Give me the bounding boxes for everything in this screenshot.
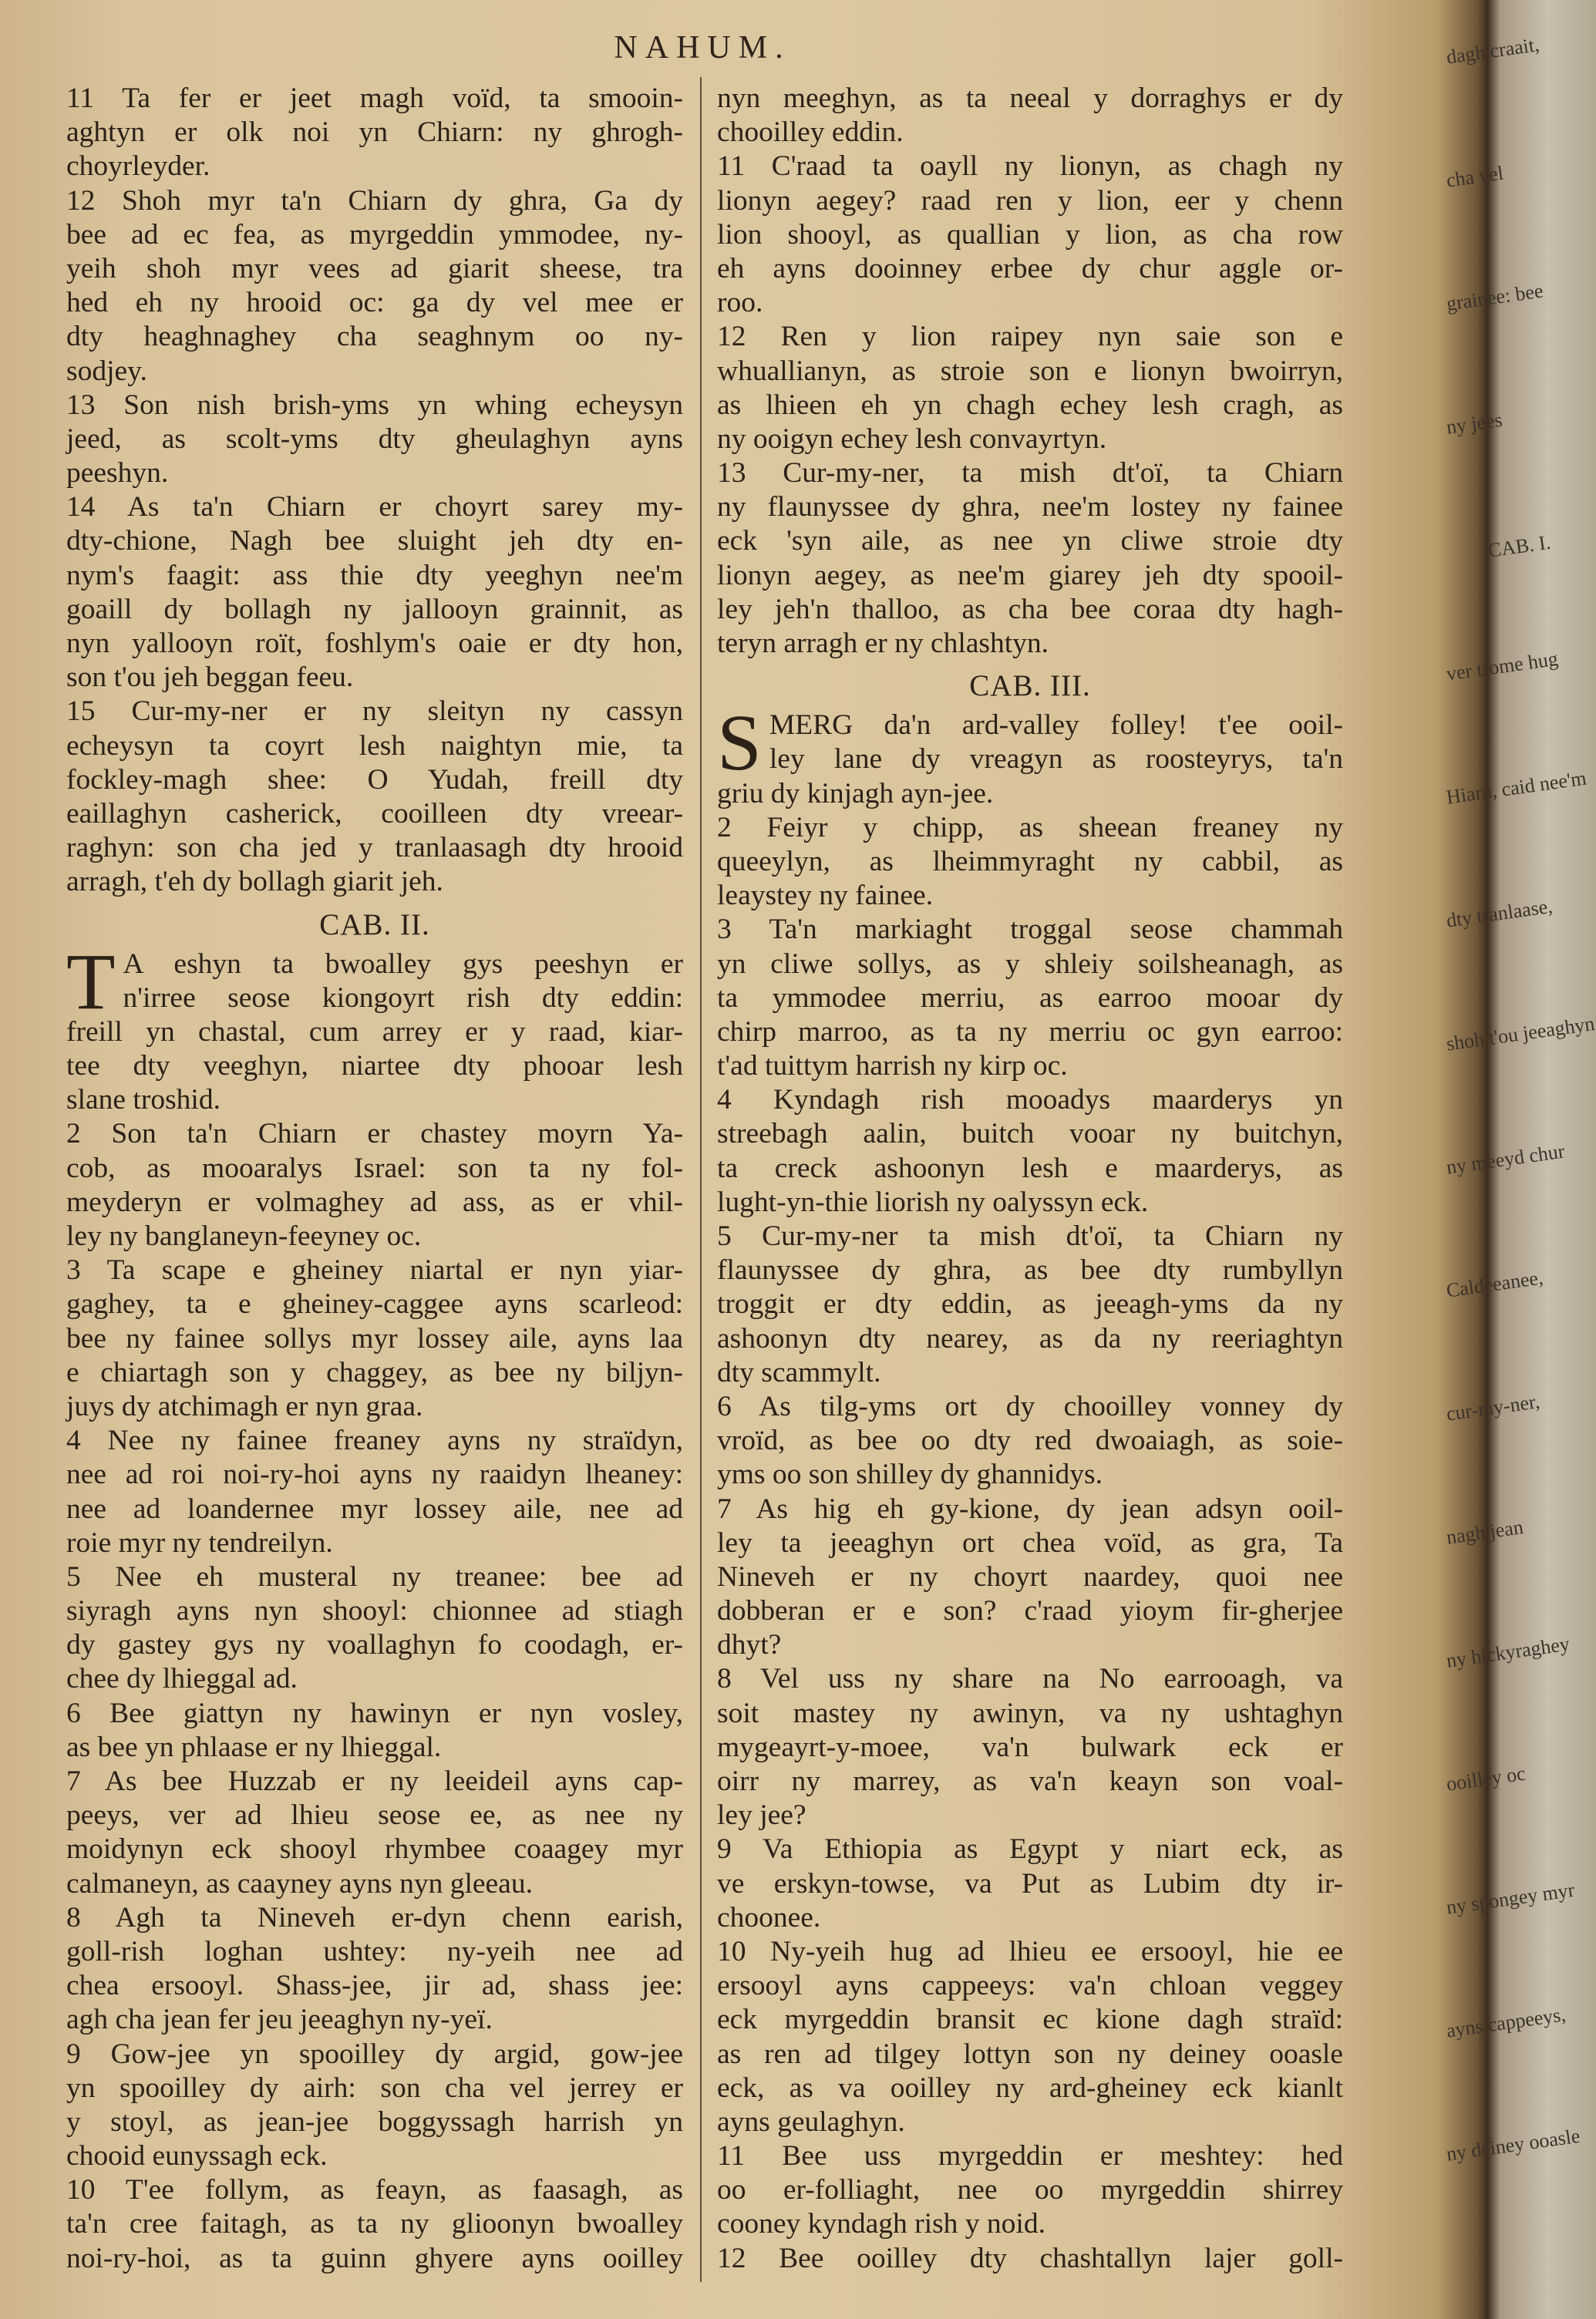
text-line: echeysyn ta coyrt lesh naightyn mie, ta: [66, 729, 683, 762]
verse: [66, 1765, 683, 1901]
facing-page-text-fragment: CAB. I.: [1487, 530, 1552, 562]
verse: [66, 1424, 683, 1560]
text-line: ta creck ashoonyn lesh e maarderys, as: [717, 1152, 1343, 1184]
facing-page-text-fragment: cur-my-ner,: [1445, 1390, 1541, 1425]
text-line: ashoonyn dty nearey, as da ny reeriaghtyn: [717, 1322, 1343, 1355]
text-line: cooney kyndagh rish y noid.: [717, 2208, 1045, 2240]
verse: [66, 1901, 683, 2038]
verse: [717, 82, 1343, 150]
verse: [717, 1390, 1343, 1493]
verse: [717, 1220, 1343, 1390]
text-line: eck, as va ooilley ny ard-gheiney eck kianlt: [717, 2072, 1343, 2104]
text-line: jeed, as scolt-yms dty gheulaghyn ayns: [66, 422, 683, 455]
text-line: eck myrgeddin bransit ec kione dagh straïd:: [717, 2004, 1343, 2036]
text-line: griu dy kinjagh ayn-jee.: [717, 777, 994, 809]
text-line: bee ad ec fea, as myrgeddin ymmodee, ny-: [66, 218, 683, 251]
text-line: soit mastey ny awinyn, va ny ushtaghyn: [717, 1697, 1343, 1729]
text-line: moidynyn eck shooyl rhymbee coaagey myr: [66, 1833, 683, 1866]
text-line: peeshyn.: [66, 457, 169, 490]
text-line: yn cliwe sollys, as y shleiy soilsheanagh, as: [717, 947, 1343, 980]
text-line: dy gastey gys ny voallaghyn fo coodagh, er-: [66, 1629, 683, 1661]
text-line: eck 'syn aile, as nee yn cliwe stroie dty: [717, 525, 1343, 557]
text-line: 14 As ta'n Chiarn er choyrt sarey my-: [66, 491, 683, 523]
text-line: raghyn: son cha jed y tranlaasagh dty hrooid: [66, 832, 683, 864]
verse: [66, 2173, 683, 2276]
text-line: goaill dy bollagh ny jallooyn grainnit, as: [66, 593, 683, 625]
verse: [717, 811, 1343, 914]
text-line: cob, as mooaralys Israel: son ta ny fol-: [66, 1152, 683, 1184]
text-line: gaghey, ta e gheiney-caggee ayns scarleod:: [66, 1288, 683, 1321]
text-line: ley ta jeeaghyn ort chea voïd, as gra, Ta: [717, 1526, 1343, 1559]
verse: [66, 937, 683, 1118]
text-line: noi-ry-hoi, as ta guinn ghyere ayns ooilley: [66, 2242, 683, 2274]
text-line: dty scammylt.: [717, 1356, 881, 1388]
verse: [66, 490, 683, 695]
text-line: peeys, ver ad lhieu seose ee, as nee ny: [66, 1799, 683, 1832]
text-line: nym's faagit: ass thie dty yeeghyn nee'm: [66, 559, 683, 591]
text-line: oirr ny marrey, as va'n keayn son voal-: [717, 1765, 1343, 1797]
text-line: eh ayns dooinney erbee dy chur aggle or-: [717, 252, 1343, 284]
text-line: chooilley eddin.: [717, 116, 904, 149]
chapter-heading: CAB. III.: [969, 669, 1091, 703]
text-line: ley jee?: [717, 1799, 806, 1832]
text-line: 7 As hig eh gy-kione, dy jean adsyn ooil-: [717, 1493, 1343, 1525]
facing-page-text-fragment: ayns cappeeys,: [1445, 2003, 1567, 2042]
facing-page-text-fragment: ooilley oc: [1445, 1762, 1527, 1796]
text-line: 3 Ta'n markiaght troggal seose chammah: [717, 914, 1343, 946]
facing-page-text-fragment: ny jees: [1445, 408, 1504, 439]
facing-page-edge: [1440, 0, 1596, 2319]
drop-cap: T: [66, 937, 116, 1026]
running-head: NAHUM.: [614, 30, 791, 66]
text-line: oo er-folliaght, nee oo myrgeddin shirrey: [717, 2174, 1343, 2206]
facing-page-text-fragment: ver trome hug: [1445, 647, 1560, 685]
text-line: 6 As tilg-yms ort dy chooilley vonney dy: [717, 1390, 1343, 1422]
text-line: yeih shoh myr vees ad giarit sheese, tra: [66, 252, 683, 284]
facing-page-text-fragment: shoh t'ou jeeaghyn: [1445, 1012, 1596, 1055]
facing-page-text-fragment: dty tranlaase,: [1445, 894, 1554, 932]
verse: [66, 184, 683, 389]
text-line: chee dy lhieggal ad.: [66, 1663, 298, 1695]
text-line: tee dty veeghyn, niartee dty phooar lesh: [66, 1050, 683, 1082]
text-line: lught-yn-thie liorish ny oalyssyn eck.: [717, 1186, 1149, 1218]
text-line: dty-chione, Nagh bee sluight jeh dty en-: [66, 525, 683, 557]
text-line: siyragh ayns nyn shooyl: chionnee ad stiagh: [66, 1595, 683, 1627]
chapter-heading: CAB. II.: [319, 907, 430, 941]
text-line: 5 Nee eh musteral ny treanee: bee ad: [66, 1560, 683, 1593]
text-line: chooid eunyssagh eck.: [66, 2140, 328, 2173]
text-line: calmaneyn, as caayney ayns nyn gleeau.: [66, 1867, 533, 1900]
verse: [717, 913, 1343, 1083]
text-line: lionyn aegey, as nee'm giarey jeh dty spooil-: [717, 559, 1343, 591]
facing-page-text-fragment: ny hickyraghey: [1445, 1632, 1571, 1672]
text-line: meyderyn er volmaghey ad ass, as er vhil-: [66, 1186, 683, 1218]
facing-page-text-fragment: grainee: bee: [1445, 279, 1545, 315]
text-line: roie myr ny tendreilyn.: [66, 1526, 333, 1559]
verse: [66, 82, 683, 184]
column-divider: [700, 77, 702, 2282]
facing-page-text-fragment: Caldeeanee,: [1445, 1266, 1545, 1302]
text-line: ley lane dy vreagyn as roosteyrys, ta'n: [769, 743, 1343, 776]
text-line: 12 Shoh myr ta'n Chiarn dy ghra, Ga dy: [66, 184, 683, 217]
verse: [717, 456, 1343, 661]
text-line: bee ny fainee sollys myr lossey aile, ayns laa: [66, 1322, 683, 1355]
text-line: lionyn aegey? raad ren y lion, eer y chenn: [717, 184, 1343, 217]
text-line: 5 Cur-my-ner ta mish dt'oï, ta Chiarn ny: [717, 1220, 1343, 1252]
text-line: dobberan er e son? c'raad yioym fir-gherjee: [717, 1595, 1343, 1627]
text-line: 10 Ny-yeih hug ad lhieu ee ersooyl, hie ee: [717, 1935, 1343, 1967]
text-line: A eshyn ta bwoalley gys peeshyn er: [123, 947, 683, 980]
verse: [66, 1697, 683, 1765]
verse: [66, 2038, 683, 2174]
text-line: sodjey.: [66, 355, 147, 387]
text-line: nyn meeghyn, as ta neeal y dorraghys er dy: [717, 82, 1343, 114]
text-line: fockley-magh shee: O Yudah, freill dty: [66, 763, 683, 796]
verse: [717, 1935, 1343, 2139]
text-line: 8 Vel uss ny share na No earrooagh, va: [717, 1663, 1343, 1695]
text-line: ley ny banglaneyn-feeyney oc.: [66, 1220, 422, 1252]
text-line: 6 Bee giattyn ny hawinyn er nyn vosley,: [66, 1697, 683, 1729]
text-line: whuallianyn, as stroie son e lionyn bwoirryn,: [717, 355, 1343, 387]
text-line: eaillaghyn casherick, cooilleen dty vreear-: [66, 797, 683, 830]
text-line: 13 Son nish brish-yms yn whing echeysyn: [66, 389, 683, 421]
text-line: dhyt?: [717, 1629, 782, 1661]
text-line: arragh, t'eh dy bollagh giarit jeh.: [66, 866, 443, 898]
text-line: 3 Ta scape e gheiney niartal er nyn yiar-: [66, 1254, 683, 1287]
facing-page-text-fragment: dagh craait,: [1445, 33, 1541, 69]
text-line: 4 Kyndagh rish mooadys maarderys yn: [717, 1084, 1343, 1116]
text-line: nee ad roi noi-ry-hoi ayns ny raaidyn lheaney:: [66, 1459, 683, 1491]
text-line: choyrleyder.: [66, 150, 210, 183]
text-line: flaunyssee dy ghra, as bee dty rumbyllyn: [717, 1254, 1343, 1287]
text-line: yms oo son shilley dy ghannidys.: [717, 1459, 1103, 1491]
facing-page-text-fragment: Hiarn, caid nee'm: [1445, 766, 1588, 809]
text-line: ny flaunyssee dy ghra, nee'm lostey ny fainee: [717, 491, 1343, 523]
verse: [717, 1493, 1343, 1663]
text-line: 2 Feiyr y chipp, as sheean freaney ny: [717, 811, 1343, 843]
left-column: [66, 82, 683, 2276]
verse: [717, 150, 1343, 320]
text-line: ve erskyn-towse, va Put as Lubim dty ir-: [717, 1867, 1343, 1900]
text-line: 9 Va Ethiopia as Egypt y niart eck, as: [717, 1833, 1343, 1866]
text-line: 7 As bee Huzzab er ny leeideil ayns cap-: [66, 1765, 683, 1797]
text-line: as ren ad tilgey lottyn son ny deiney ooasle: [717, 2038, 1343, 2070]
text-line: streebagh aalin, buitch vooar ny buitchyn,: [717, 1118, 1343, 1150]
text-line: 8 Agh ta Nineveh er-dyn chenn earish,: [66, 1901, 683, 1934]
right-column: [717, 82, 1343, 2276]
text-line: nee ad loandernee myr lossey aile, nee ad: [66, 1493, 683, 1525]
verse: [717, 1662, 1343, 1833]
text-line: nyn yallooyn roït, foshlym's oaie er dty hon,: [66, 628, 683, 659]
text-line: mygeayrt-y-moee, va'n bulwark eck er: [717, 1731, 1343, 1763]
verse: [66, 1560, 683, 1697]
verse: [717, 320, 1343, 456]
verse: [66, 695, 683, 899]
facing-page-text-fragment: ny spongey myr: [1445, 1878, 1576, 1919]
text-line: 15 Cur-my-ner er ny sleityn ny cassyn: [66, 695, 683, 728]
text-line: 11 Ta fer er jeet magh voïd, ta smooin-: [66, 82, 683, 114]
text-line: 13 Cur-my-ner, ta mish dt'oï, ta Chiarn: [717, 457, 1343, 490]
text-line: goll-rish loghan ushtey: ny-yeih nee ad: [66, 1935, 683, 1967]
text-line: 11 Bee uss myrgeddin er meshtey: hed: [717, 2140, 1343, 2173]
text-line: MERG da'n ard-valley folley! t'ee ooil-: [769, 709, 1343, 742]
text-line: choonee.: [717, 1901, 821, 1934]
text-line: e chiartagh son y chaggey, as bee ny biljyn-: [66, 1356, 683, 1388]
verse: [717, 2139, 1343, 2242]
text-line: t'ad tuittym harrish ny kirp oc.: [717, 1050, 1068, 1082]
facing-page-text-fragment: nagh jean: [1445, 1516, 1525, 1549]
text-line: ersooyl ayns cappeeys: va'n chloan veggey: [717, 1970, 1343, 2002]
drop-cap: S: [717, 698, 762, 788]
text-line: as bee yn phlaase er ny lhieggal.: [66, 1731, 442, 1763]
text-line: dty heaghnaghey cha seaghnym oo ny-: [66, 321, 683, 353]
text-line: 12 Bee ooilley dty chashtallyn lajer goll-: [717, 2242, 1343, 2274]
text-line: lion shooyl, as quallian y lion, as cha row: [717, 218, 1343, 251]
text-line: n'irree seose kiongoyrt rish dty eddin:: [123, 981, 683, 1014]
text-line: ta ymmodee merriu, as earroo mooar dy: [717, 981, 1343, 1014]
text-line: 2 Son ta'n Chiarn er chastey moyrn Ya-: [66, 1118, 683, 1150]
verse: [717, 1833, 1343, 1935]
facing-page-text-fragment: ny meeyd chur: [1445, 1139, 1567, 1179]
text-line: as lhieen eh yn chagh echey lesh cragh, as: [717, 389, 1343, 421]
text-line: 4 Nee ny fainee freaney ayns ny straïdyn,: [66, 1425, 683, 1457]
text-line: freill yn chastal, cum arrey er y raad, kiar-: [66, 1015, 683, 1048]
text-line: troggit er dty eddin, as jeeagh-yms da ny: [717, 1288, 1343, 1321]
text-line: chea ersooyl. Shass-jee, jir ad, shass jee:: [66, 1970, 683, 2002]
text-line: son t'ou jeh beggan feeu.: [66, 661, 354, 694]
text-line: 12 Ren y lion raipey nyn saie son e: [717, 321, 1343, 353]
text-line: queeylyn, as lheimmyraght ny cabbil, as: [717, 845, 1343, 877]
text-line: juys dy atchimagh er nyn graa.: [66, 1390, 423, 1422]
verse: [66, 389, 683, 491]
text-line: teryn arragh er ny chlashtyn.: [717, 628, 1049, 659]
text-line: hed eh ny hrooid oc: ga dy vel mee er: [66, 287, 683, 319]
verse: [717, 2242, 1343, 2276]
verse: [66, 1254, 683, 1424]
text-line: y stoyl, as jean-jee boggyssagh harrish yn: [66, 2105, 683, 2138]
text-line: ny ooigyn echey lesh convayrtyn.: [717, 422, 1107, 455]
text-line: slane troshid.: [66, 1084, 221, 1116]
text-line: ley jeh'n thalloo, as cha bee coraa dty hagh-: [717, 593, 1343, 625]
verse: [717, 1083, 1343, 1220]
text-line: aghtyn er olk noi yn Chiarn: ny ghrogh-: [66, 116, 683, 149]
text-line: roo.: [717, 287, 763, 319]
text-line: 9 Gow-jee yn spooilley dy argid, gow-jee: [66, 2038, 683, 2070]
text-line: ayns geulaghyn.: [717, 2105, 905, 2138]
facing-page-text-fragment: cha vel: [1445, 161, 1505, 192]
text-line: 11 C'raad ta oayll ny lionyn, as chagh ny: [717, 150, 1343, 183]
verse: [717, 698, 1343, 811]
text-line: chirp marroo, as ta ny merriu oc gyn earroo:: [717, 1015, 1343, 1048]
text-line: Nineveh er ny choyrt naardey, quoi nee: [717, 1560, 1343, 1593]
text-line: yn spooilley dy airh: son cha vel jerrey er: [66, 2072, 683, 2104]
text-line: 10 T'ee follym, as feayn, as faasagh, as: [66, 2174, 683, 2206]
verse: [66, 1117, 683, 1254]
text-line: ta'n cree faitagh, as ta ny glioonyn bwoalley: [66, 2208, 683, 2240]
text-line: leaystey ny fainee.: [717, 880, 934, 912]
text-line: vroïd, as bee oo dty red dwoaiagh, as soie-: [717, 1425, 1343, 1457]
facing-page-text-fragment: ny deiney ooasle: [1445, 2124, 1582, 2166]
text-line: agh cha jean fer jeu jeeaghyn ny-yeï.: [66, 2004, 493, 2036]
